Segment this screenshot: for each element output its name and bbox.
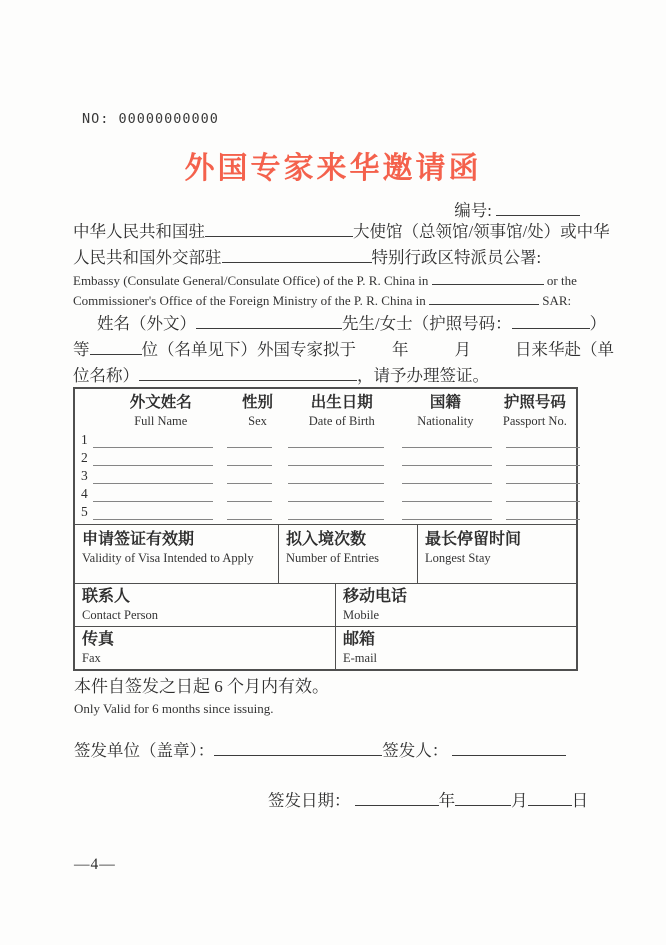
blank-line — [506, 469, 580, 484]
column-header-sex: 性别 Sex — [242, 393, 274, 428]
intro-en-line-2: Commissioner's Office of the Foreign Ministry of the P. R. China in SAR: — [73, 293, 572, 308]
intro-paragraph — [73, 219, 614, 389]
issuer-signature-line — [74, 737, 566, 761]
blank-line — [288, 505, 384, 520]
visa-section — [75, 524, 576, 583]
blank-line — [288, 433, 384, 448]
email-cell: 邮箱 E-mail — [335, 627, 576, 669]
date-label: 签发日期： — [268, 791, 351, 810]
blank-line — [496, 199, 580, 217]
issue-date-line: 签发日期： 年 月 日 — [268, 787, 588, 811]
blank-line — [429, 291, 539, 305]
signer-label: 签发人： — [382, 741, 449, 760]
blank-line — [227, 433, 272, 448]
name-list-header — [75, 391, 576, 430]
blank-line — [432, 271, 544, 285]
blank-line — [93, 433, 213, 448]
blank-line — [227, 505, 272, 520]
blank-line — [93, 487, 213, 502]
name-line: 姓名（外文） 先生/女士（护照号码： ） — [73, 311, 595, 337]
blank-line — [288, 469, 384, 484]
table-row: 2 — [75, 448, 576, 466]
serial-label: 编号: — [454, 201, 492, 220]
contact-row-1 — [75, 583, 576, 626]
table-row: 4 — [75, 484, 576, 502]
validity-note-en: Only Valid for 6 months since issuing. — [74, 701, 274, 716]
table-row: 5 — [75, 502, 576, 520]
blank-line — [506, 487, 580, 502]
blank-line — [288, 451, 384, 466]
contact-row-2 — [75, 626, 576, 669]
blank-line — [227, 487, 272, 502]
blank-line — [227, 451, 272, 466]
blank-line — [139, 364, 357, 382]
blank-line — [355, 789, 439, 807]
blank-line — [288, 487, 384, 502]
longest-stay-cell: 最长停留时间 Longest Stay — [417, 525, 576, 583]
table-row: 1 — [75, 430, 576, 448]
blank-line — [205, 220, 353, 238]
column-header-passport: 护照号码 Passport No. — [502, 393, 567, 428]
column-header-full-name: 外文姓名 Full Name — [129, 393, 192, 428]
fax-cell: 传真 Fax — [82, 629, 115, 665]
blank-line — [402, 469, 492, 484]
blank-line — [512, 312, 590, 330]
issuer-label: 签发单位（盖章）： — [74, 741, 215, 760]
blank-line — [528, 789, 572, 807]
blank-line — [196, 312, 342, 330]
column-header-dob: 出生日期 Date of Birth — [308, 393, 375, 428]
blank-line — [214, 739, 382, 757]
serial-number-line — [454, 197, 580, 221]
contact-person-cell: 联系人 Contact Person — [82, 586, 159, 622]
visa-validity-cell: 申请签证有效期 Validity of Visa Intended to Apply — [82, 529, 254, 565]
intro-zh-line-2: 人民共和国外交部驻 特别行政区特派员公署: — [73, 245, 595, 271]
blank-line — [222, 246, 372, 264]
blank-line — [506, 433, 580, 448]
blank-line — [402, 451, 492, 466]
blank-line — [93, 451, 213, 466]
intro-en-line-1: Embassy (Consulate General/Consulate Office) of the P. R. China in or the — [73, 273, 577, 288]
entries-cell: 拟入境次数 Number of Entries — [278, 525, 417, 583]
blank-line — [402, 433, 492, 448]
org-name-line: 位名称） ，请予办理签证。 — [73, 363, 595, 389]
mobile-cell: 移动电话 Mobile — [335, 584, 576, 626]
count-date-line: 等 位（名单见下）外国专家拟于 年 月 日来华赴（单 — [73, 337, 595, 363]
page-number: —4— — [74, 856, 116, 873]
blank-line — [93, 469, 213, 484]
validity-note-zh: 本件自签发之日起 6 个月内有效。 — [74, 677, 329, 696]
table-row: 3 — [75, 466, 576, 484]
blank-line — [455, 789, 511, 807]
serial-no: NO: 00000000000 — [82, 111, 219, 127]
blank-line — [452, 739, 566, 757]
experts-form-table — [73, 387, 578, 671]
name-list-section — [75, 389, 576, 524]
blank-line — [90, 338, 142, 356]
blank-line — [506, 451, 580, 466]
blank-line — [93, 505, 213, 520]
blank-line — [506, 505, 580, 520]
intro-zh-line-1: 中华人民共和国驻 大使馆（总领馆/领事馆/处）或中华 — [73, 219, 595, 245]
blank-line — [227, 469, 272, 484]
blank-line — [402, 505, 492, 520]
page-title: 外国专家来华邀请函 — [184, 151, 482, 186]
blank-line — [402, 487, 492, 502]
column-header-nationality: 国籍 Nationality — [417, 393, 474, 428]
